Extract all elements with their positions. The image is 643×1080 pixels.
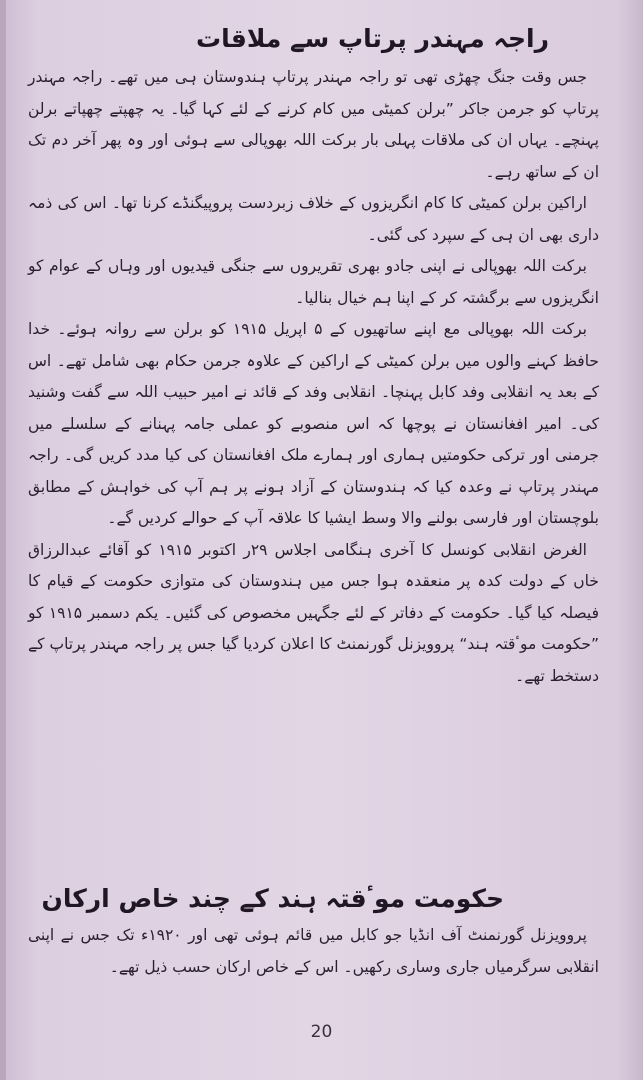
section-heading-2: حکومت موٴقتہ ہند کے چند خاص ارکان bbox=[41, 884, 504, 913]
section-heading: راجہ مہندر پرتاپ سے ملاقات bbox=[195, 24, 549, 53]
paragraph-1: جس وقت جنگ چھڑی تھی تو راجہ مہندر پرتاپ ہندوستان ہی میں تھے۔ راجہ مہندر پرتاپ کو جرمن جاکر ”برلن کمیٹی میں کام کرنے کے لئے کہا گیا۔ یہ چھپتے چھپاتے برلن پہنچے۔ یہاں ان کی ملاقات پہلی بار برکت اللہ بھوپالی سے ہوئی اور وہ پھر آخر دم تک ان کے ساتھ رہے۔ bbox=[28, 68, 599, 181]
paragraph-5: الغرض انقلابی کونسل کا آخری ہنگامی اجلاس ۲۹ر اکتوبر ۱۹۱۵ کو آقائے عبدالرزاق خاں کے دولت کدہ پر منعقدہ ہوا جس میں ہندوستان کی متوازی حکومت کے قیام کا فیصلہ کیا گیا۔ حکومت کے دفاتر کے لئے جگہیں مخصوص کی گئیں۔ یکم دسمبر ۱۹۱۵ کو ”حکومت موٴقتہ ہند“ پروویزنل گورنمنٹ کا اعلان کردیا گیا جس پر راجہ مہندر پرتاپ کے دستخط تھے۔ bbox=[28, 540, 599, 685]
page-content bbox=[28, 22, 599, 976]
paragraph-2: اراکین برلن کمیٹی کا کام انگریزوں کے خلاف زبردست پروپیگنڈے کرنا تھا۔ اس کی ذمہ داری بھی ان ہی کے سپرد کی گئی۔ bbox=[28, 194, 599, 244]
page-edge bbox=[0, 0, 6, 1080]
page-number: 20 bbox=[310, 1022, 333, 1042]
section-2-paragraph: پروویزنل گورنمنٹ آف انڈیا جو کابل میں قائم ہوئی تھی اور ۱۹۲۰ء تک جس نے اپنی انقلابی سرگرمیاں جاری وساری رکھیں۔ اس کے خاص ارکان حسب ذیل تھے۔ bbox=[28, 926, 599, 976]
paragraph-3: برکت اللہ بھوپالی نے اپنی جادو بھری تقریروں سے جنگی قیدیوں اور وہاں کے عوام کو انگریزوں سے برگشتہ کر کے اپنا ہم خیال بنالیا۔ bbox=[28, 257, 599, 307]
section-2 bbox=[28, 920, 599, 983]
paragraph-4: برکت اللہ بھوپالی مع اپنے ساتھیوں کے ۵ اپریل ۱۹۱۵ کو برلن سے روانہ ہوئے۔ خدا حافظ کہنے والوں میں برلن کمیٹی کے اراکین کے علاوہ جرمن حکام بھی شامل تھے۔ اس کے بعد یہ انقلابی وفد کابل پہنچا۔ انقلابی وفد کے قائد نے امیر حبیب اللہ سے گفت وشنید کی۔ امیر افغانستان نے پوچھا کہ اس منصوبے کو عملی جامہ پہنانے کے سلسلے میں جرمنی اور ترکی حکومتیں ہماری اور ہمارے ملک افغانستان کی کیا مدد کریں گی۔ راجہ مہندر پرتاپ نے وعدہ کیا کہ ہندوستان کے آزاد ہونے پر ہم آپ کی خواہش کے مطابق بلوچستان اور فارسی بولنے والا وسط ایشیا کا علاقہ آپ کے حوالے کردیں گے۔ bbox=[28, 320, 599, 527]
